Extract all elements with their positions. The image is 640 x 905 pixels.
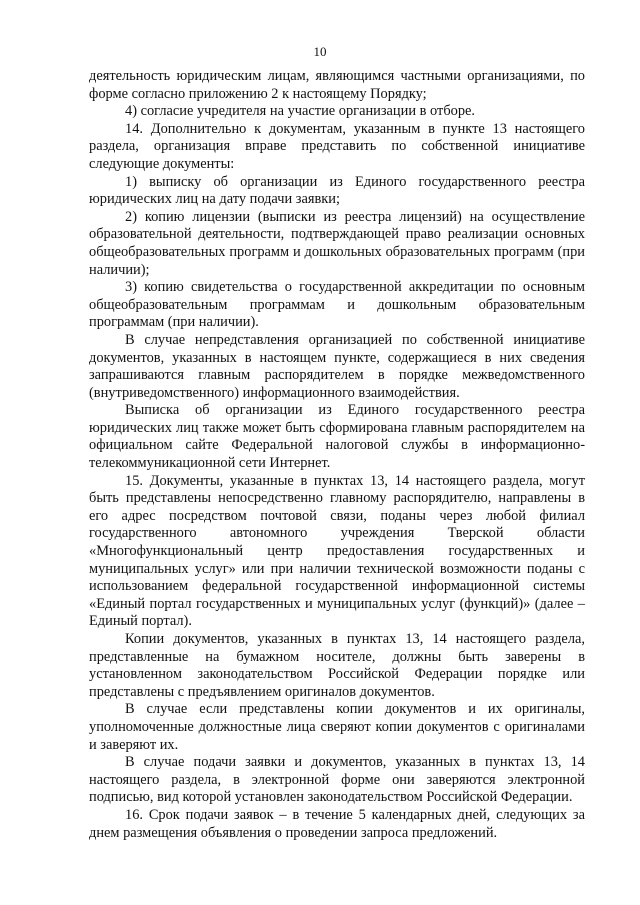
paragraph-extract: Выписка об организации из Единого государственного реестра юридических лиц также может быть сформирована главным распорядителем на официальном сайте Федеральной налоговой службы в информационно-телекоммуникационной сети Интернет.: [89, 402, 585, 472]
document-body: [89, 68, 585, 842]
paragraph-originals: В случае если представлены копии документов и их оригиналы, уполномоченные должностные лица сверяют копии документов с оригиналами и заверяют их.: [89, 701, 585, 753]
paragraph-item-2: 2) копию лицензии (выписки из реестра лицензий) на осуществление образовательной деятельности, подтверждающей право реализации основных общеобразовательных программ и дошкольных образовательных программ (при наличии);: [89, 208, 585, 278]
paragraph-item-4: 4) согласие учредителя на участие организации в отборе.: [125, 103, 476, 120]
page-number: 10: [313, 44, 327, 59]
paragraph-clause-15: 15. Документы, указанные в пунктах 13, 14 настоящего раздела, могут быть представлены непосредственно главному распорядителю, направлены в его адрес посредством почтовой связи, поданы через любой филиал государственного автономного учреждения Тверской области «Многофункциональный центр предоставления государственных и муниципальных услуг» или при наличии технической возможности поданы с использованием федеральной государственной информационной системы «Единый портал государственных и муниципальных услуг (функций)» (далее – Единый портал).: [89, 472, 585, 630]
paragraph-clause-16: 16. Срок подачи заявок – в течение 5 календарных дней, следующих за днем размещения объявления о проведении запроса предложений.: [89, 806, 585, 841]
paragraph-item-1: 1) выписку об организации из Единого государственного реестра юридических лиц на дату подачи заявки;: [89, 173, 585, 208]
paragraph-continuation: деятельность юридическим лицам, являющимся частными организациями, по форме согласно приложению 2 к настоящему Порядку;: [89, 68, 585, 102]
paragraph-nonsubmission: В случае непредставления организацией по собственной инициативе документов, указанных в настоящем пункте, содержащиеся в них сведения запрашиваются главным распорядителем в порядке межведомственного (внутриведомственного) информационного взаимодействия.: [89, 331, 585, 401]
paragraph-clause-14: 14. Дополнительно к документам, указанным в пункте 13 настоящего раздела, организация вправе представить по собственной инициативе следующие документы:: [89, 120, 585, 172]
paragraph-copies: Копии документов, указанных в пунктах 13, 14 настоящего раздела, представленные на бумажном носителе, должны быть заверены в установленном законодательством Российской Федерации порядке или представлены с предъявлением оригиналов документов.: [89, 631, 585, 700]
paragraph-item-3: 3) копию свидетельства о государственной аккредитации по основным общеобразовательным программам и дошкольным образовательным программам (при наличии).: [89, 279, 585, 331]
paragraph-electronic: В случае подачи заявки и документов, указанных в пунктах 13, 14 настоящего раздела, в электронной форме они заверяются электронной подписью, вид которой установлен законодательством Российской Федерации.: [89, 754, 585, 806]
